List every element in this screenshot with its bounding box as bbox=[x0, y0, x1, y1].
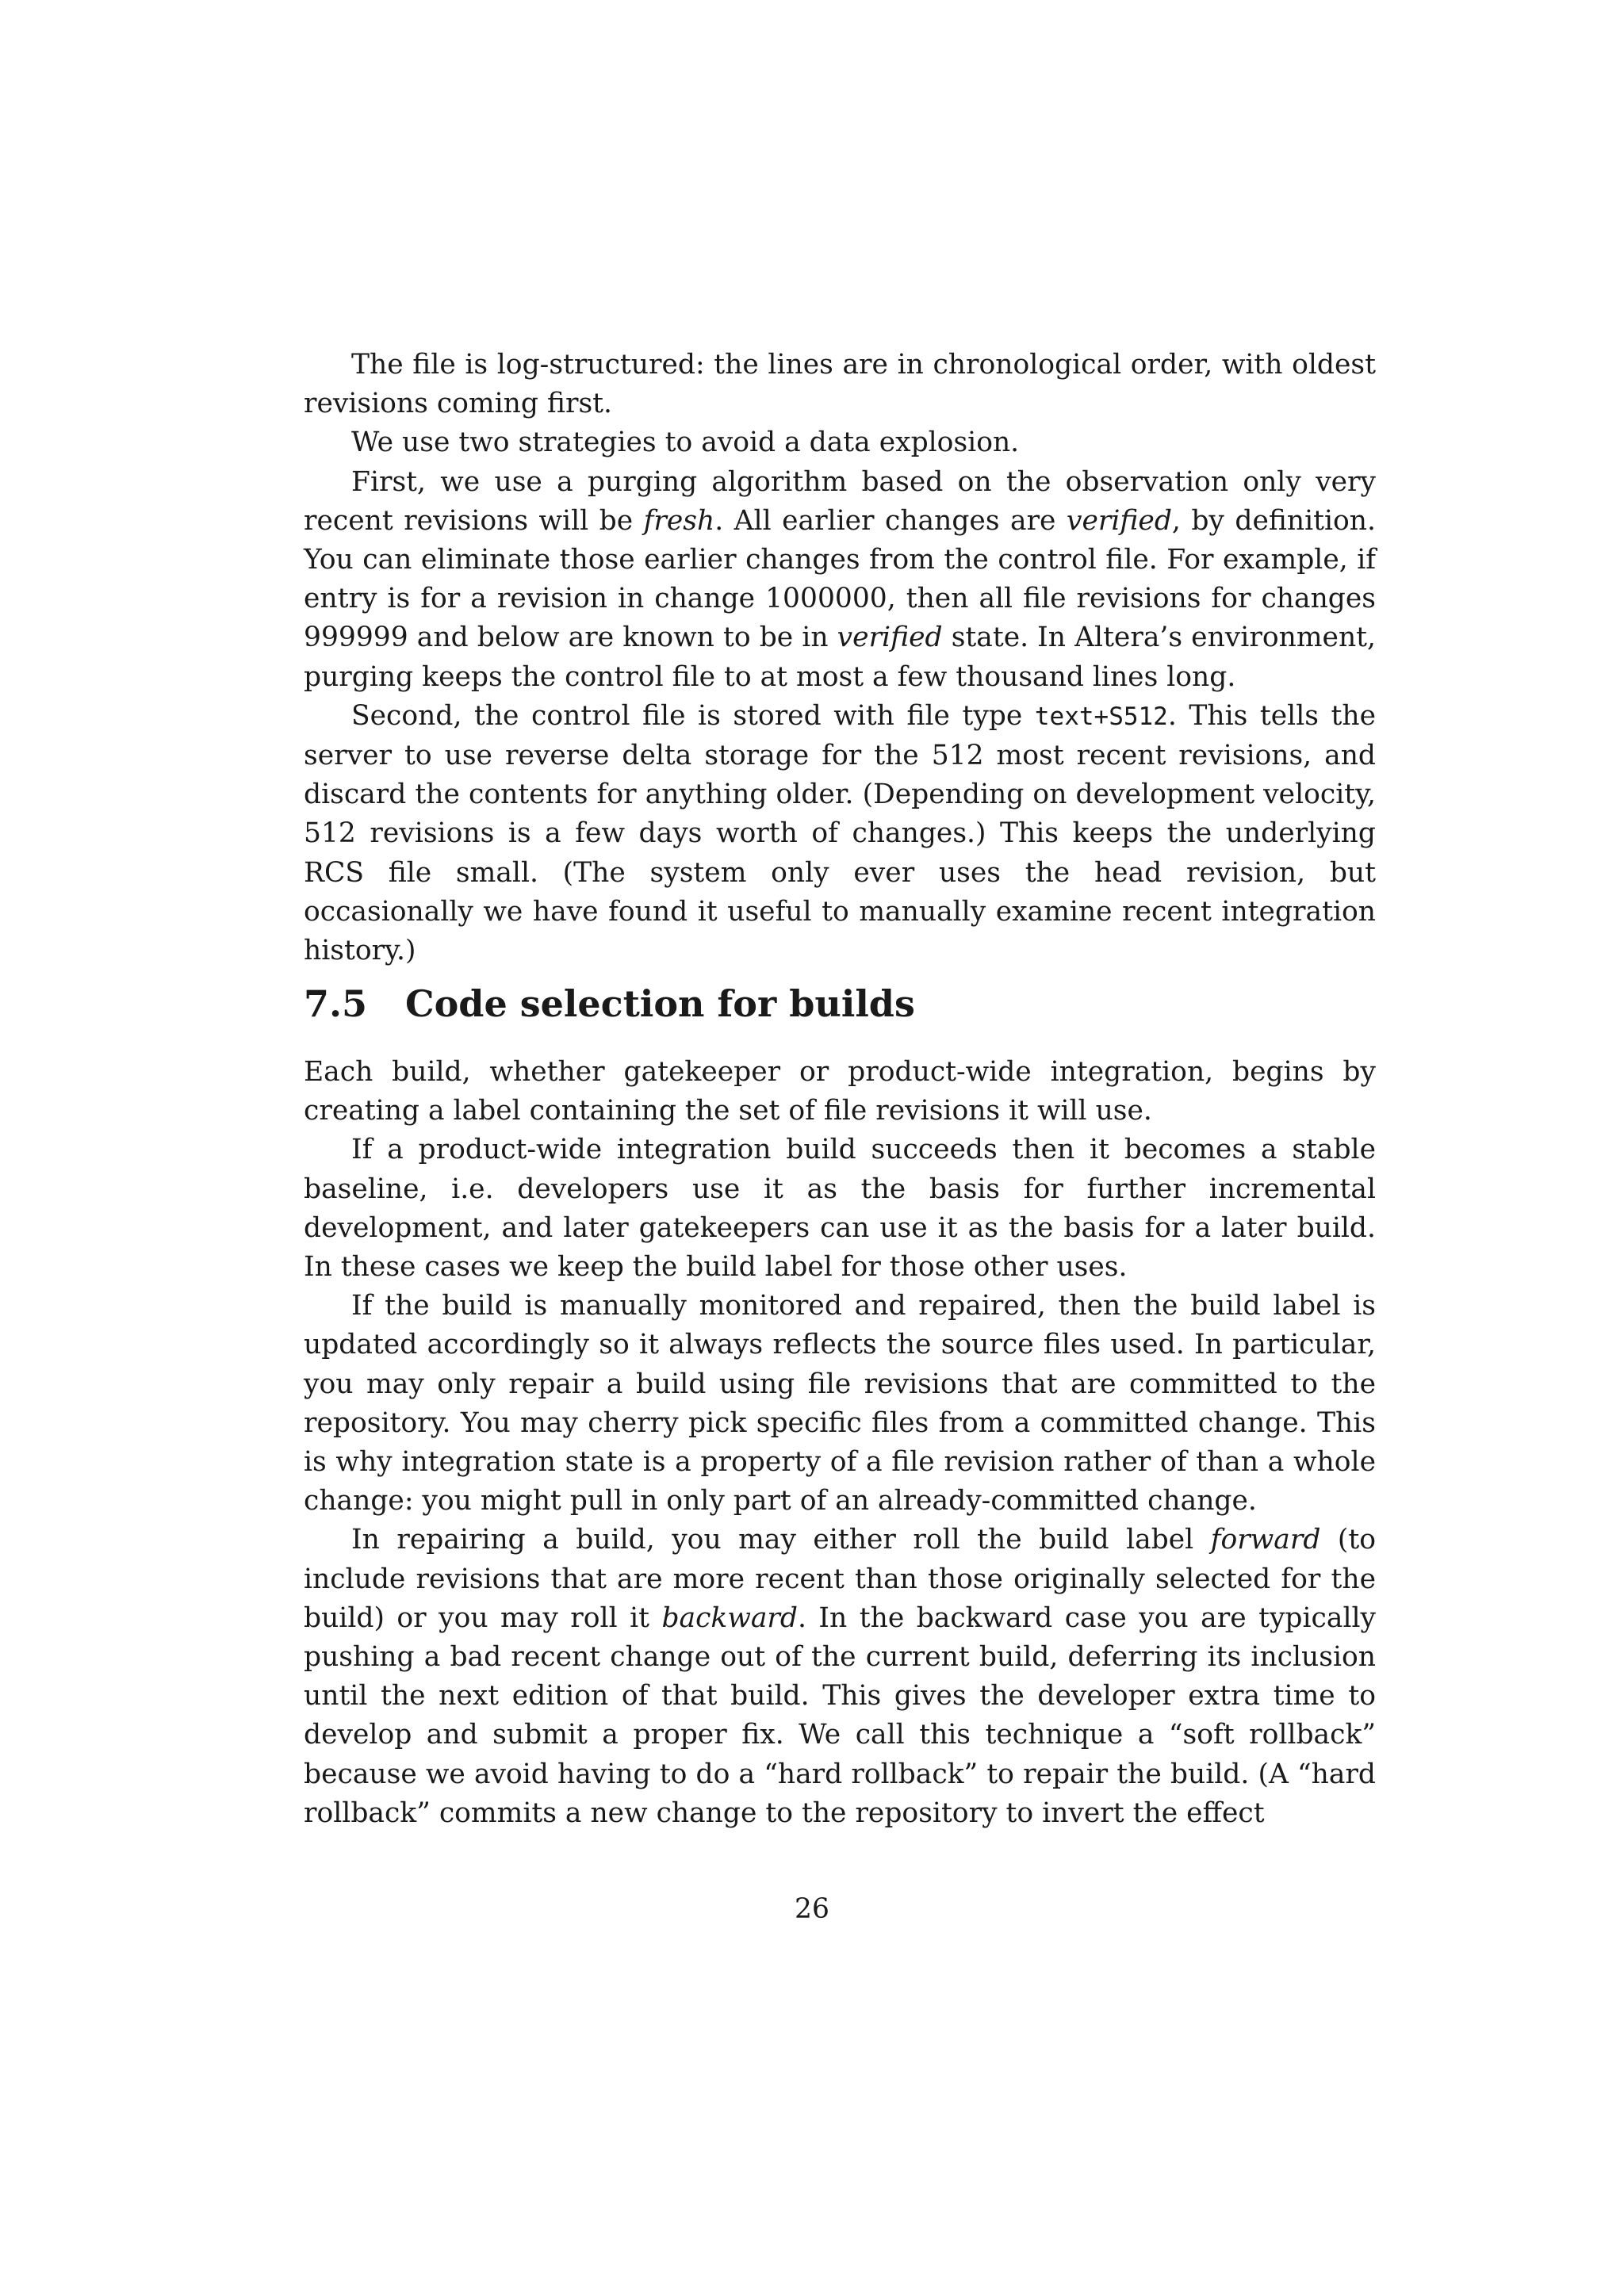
paragraph-file-type bbox=[304, 697, 1376, 970]
paragraph-text: , by definition. You can eliminate those earlier changes from the control file. For example, if entry is for a revision in change 1000000, then all file revisions for changes 999999 and below are known to be in bbox=[304, 504, 1376, 654]
paragraph-text: . This tells the server to use reverse delta storage for the 512 most recent revisions, and discard the contents for anything older. (Depending on development velocity, 512 revisions is a few days worth of changes.) This keeps the underlying RCS file small. (The system only ever uses the head revision, but occasionally we have found it useful to manually examine recent integration history.) bbox=[304, 699, 1377, 967]
term-fresh: fresh bbox=[643, 504, 715, 537]
term-backward: backward bbox=[661, 1601, 798, 1634]
paragraph-text: Second, the control file is stored with file type bbox=[351, 699, 1035, 732]
paragraph-text: . In the backward case you are typically pushing a bad recent change out of the current build, deferring its inclusion until the next edition of that build. This gives the developer extra time to develop and submit a proper fix. We call this technique a “soft rollback” because we avoid having to do a “hard rollback” to repair the build. (A “hard rollback” commits a new change to the repository to invert the effect bbox=[304, 1601, 1376, 1829]
page-number: 26 bbox=[795, 1893, 829, 1925]
paragraph-text: In repairing a build, you may either roll the build label bbox=[351, 1524, 1211, 1556]
paragraph-text: If the build is manually monitored and repaired, then the build label is updated accordingly so it always reflects the source files used. In particular, you may only repair a build using file revisions that are committed to the repository. You may cherry pick specific files from a committed change. This is why integration state is a property of a file revision rather of than a whole change: you might pull in only part of an already-committed change. bbox=[304, 1290, 1376, 1517]
paragraph-text: (to include revisions that are more recent than those originally selected for the build) or you may roll it bbox=[304, 1524, 1376, 1634]
paragraph-stable-baseline bbox=[304, 1131, 1376, 1287]
paragraph-text: . All earlier changes are bbox=[714, 504, 1067, 537]
paragraph-manual-repair bbox=[304, 1287, 1376, 1521]
section-1-body bbox=[304, 346, 1376, 970]
paragraph-text: The file is log-structured: the lines are in chronological order, with oldest revisions coming first. bbox=[304, 349, 1376, 420]
term-verified: verified bbox=[837, 622, 943, 654]
paragraph-rollback bbox=[304, 1521, 1376, 1833]
section-2-body bbox=[304, 1053, 1376, 1833]
paragraph-two-strategies bbox=[304, 423, 1376, 462]
section-number: 7.5 bbox=[304, 982, 368, 1025]
paragraph-text: state. In Altera’s environment, purging keeps the control file to at most a few thousand lines long. bbox=[304, 622, 1376, 693]
paragraph-log-structured bbox=[304, 346, 1376, 423]
term-forward: forward bbox=[1210, 1524, 1321, 1556]
paragraph-purging bbox=[304, 463, 1376, 697]
paragraph-each-build bbox=[304, 1053, 1376, 1131]
paragraph-text: First, we use a purging algorithm based on the observation only very recent revisions will be bbox=[304, 465, 1376, 537]
paragraph-text: Each build, whether gatekeeper or product-wide integration, begins by creating a label containing the set of file revisions it will use. bbox=[304, 1056, 1376, 1127]
paragraph-text: We use two strategies to avoid a data explosion. bbox=[351, 427, 1020, 459]
term-verified: verified bbox=[1066, 504, 1172, 537]
section-heading bbox=[304, 980, 1376, 1027]
paragraph-text: If a product-wide integration build succeeds then it becomes a stable baseline, i.e. developers use it as the basis for further incremental development, and later gatekeepers can use it as the basis for a later build. In these cases we keep the build label for those other uses. bbox=[304, 1134, 1376, 1284]
section-title: Code selection for builds bbox=[405, 982, 915, 1025]
code-file-type: text+S512 bbox=[1034, 702, 1168, 731]
